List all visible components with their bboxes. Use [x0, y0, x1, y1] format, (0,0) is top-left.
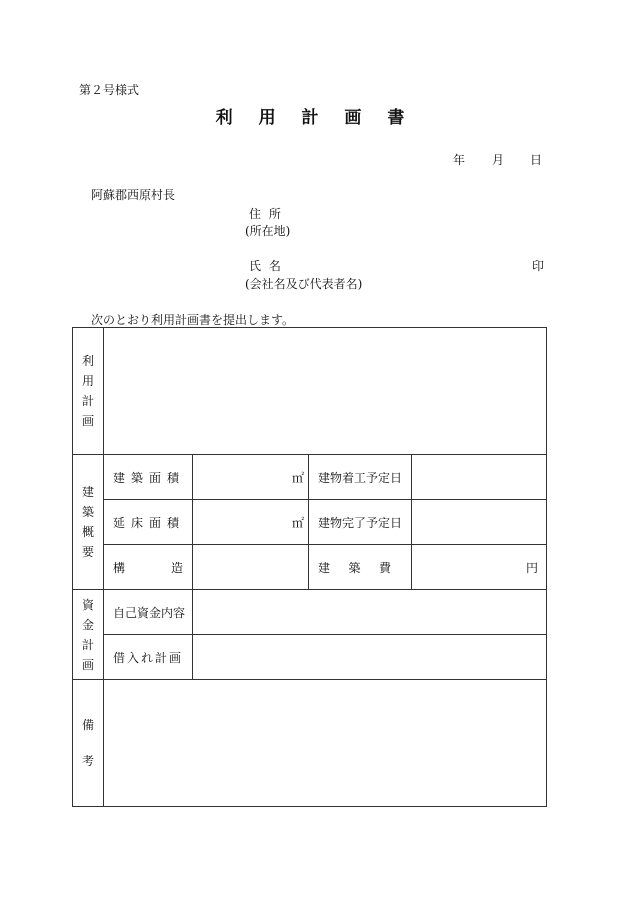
own-funds-label: 自己資金内容 [104, 590, 193, 635]
construction-cost-label-c: 費 [378, 560, 391, 575]
construction-cost-label-b: 築 [348, 560, 361, 575]
completion-label: 建物完了予定日 [309, 500, 412, 545]
building-area-unit: ㎡ [291, 470, 304, 485]
date-year-label: 年 [453, 153, 466, 167]
structure-label [104, 545, 193, 590]
addressee: 阿蘇郡西原村長 [91, 188, 176, 202]
name-label: 氏 名 [249, 259, 283, 273]
usage-plan-label: 利用計画 [81, 354, 94, 428]
floor-area-unit: ㎡ [291, 515, 304, 530]
date-month-label: 月 [492, 153, 505, 167]
date-day-label: 日 [530, 153, 543, 167]
borrowing-label: 借入れ計画 [104, 635, 193, 680]
seal-mark: 印 [532, 259, 545, 273]
building-overview-label-cell [73, 455, 104, 590]
completion-field[interactable] [412, 500, 547, 545]
construction-start-label: 建物着工予定日 [309, 455, 412, 500]
construction-cost-label [309, 545, 412, 590]
remarks-label-b: 考 [81, 754, 94, 768]
structure-field[interactable] [193, 545, 309, 590]
funding-label: 資金計画 [81, 597, 94, 672]
name-sublabel: (会社名及び代表者名) [245, 277, 363, 291]
intro-text: 次のとおり利用計画書を提出します。 [91, 313, 295, 327]
document-title: 利 用 計 画 書 [215, 108, 415, 128]
form-number: 第２号様式 [79, 83, 140, 97]
usage-plan-label-cell [73, 328, 104, 455]
remarks-label-cell [73, 680, 104, 807]
construction-cost-field[interactable] [412, 545, 547, 590]
structure-label-b: 造 [170, 560, 183, 575]
usage-plan-field[interactable] [104, 328, 547, 455]
structure-label-a: 構 [113, 560, 126, 575]
building-area-field[interactable] [193, 455, 309, 500]
building-area-label: 建築面積 [104, 455, 193, 500]
remarks-field[interactable] [104, 680, 547, 807]
cost-unit: 円 [525, 560, 538, 575]
building-overview-label: 建築概要 [81, 485, 94, 559]
construction-cost-label-a: 建 [318, 560, 331, 575]
own-funds-field[interactable] [193, 590, 547, 635]
address-label: 住 所 [249, 207, 283, 221]
floor-area-field[interactable] [193, 500, 309, 545]
address-sublabel: (所在地) [245, 224, 291, 238]
construction-start-field[interactable] [412, 455, 547, 500]
usage-plan-table [72, 327, 547, 807]
borrowing-field[interactable] [193, 635, 547, 680]
funding-label-cell [73, 590, 104, 680]
remarks-label-a: 備 [81, 718, 94, 732]
floor-area-label: 延床面積 [104, 500, 193, 545]
